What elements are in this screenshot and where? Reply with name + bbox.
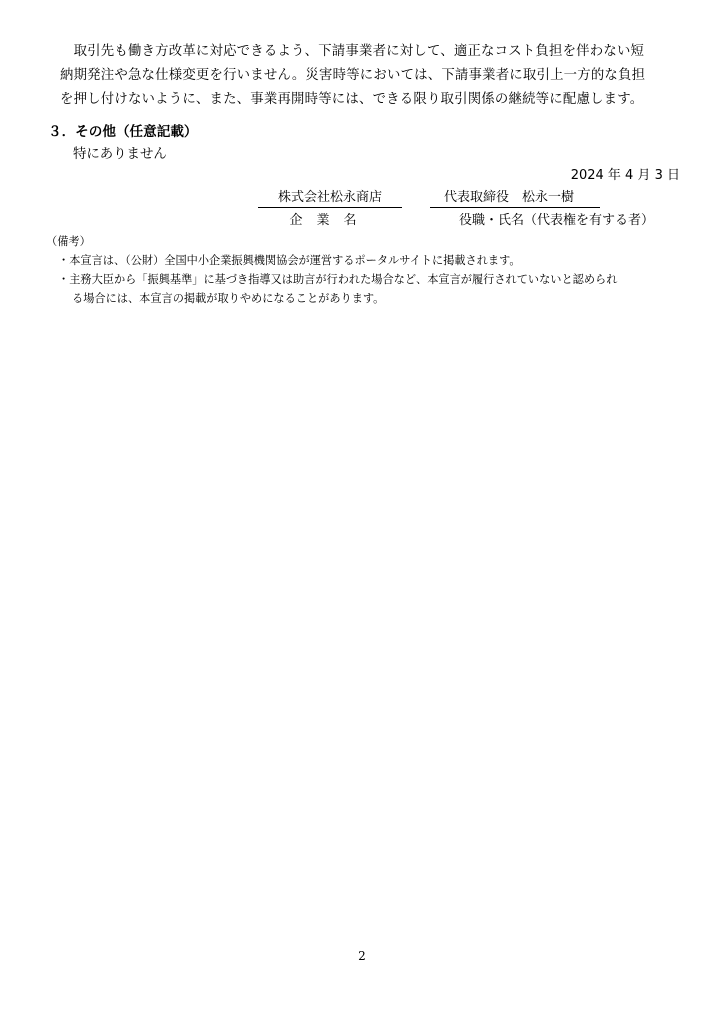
paragraph-line-3: を押し付けないように、また、事業再開時等には、できる限り取引関係の継続等に配慮します。 (60, 92, 644, 107)
note-item-2-continued: る場合には、本宣言の掲載が取りやめになることがあります。 (72, 292, 385, 305)
section-3-body: 特にありません (73, 147, 167, 162)
paragraph-line-2: 納期発注や急な仕様変更を行いません。災害時等においては、下請事業者に取引上一方的な負担 (60, 68, 646, 83)
declaration-date: 2024 年 4 月 3 日 (570, 168, 680, 183)
company-name: 株式会社松永商店 (258, 189, 402, 208)
section-3-heading: ３．その他（任意記載） (48, 124, 198, 140)
notes-section (46, 232, 686, 308)
company-name-caption: 企業名 (289, 213, 371, 228)
representative-name: 代表取締役 松永一樹 (430, 189, 600, 208)
body-paragraph (60, 40, 686, 112)
note-item-2: ・主務大臣から「振興基準」に基づき指導又は助言が行われた場合など、本宣言が履行されていないと認められ (58, 273, 618, 286)
paragraph-line-1: 取引先も働き方改革に対応できるよう、下請事業者に対して、適正なコスト負担を伴わない短 (60, 44, 645, 59)
page-number: 2 (358, 949, 366, 963)
notes-label: （備考） (46, 235, 91, 248)
representative-caption: 役職・氏名（代表権を有する者） (459, 213, 655, 228)
note-item-1: ・本宣言は、（公財）全国中小企業振興機関協会が運営するポータルサイトに掲載されます。 (58, 254, 521, 267)
